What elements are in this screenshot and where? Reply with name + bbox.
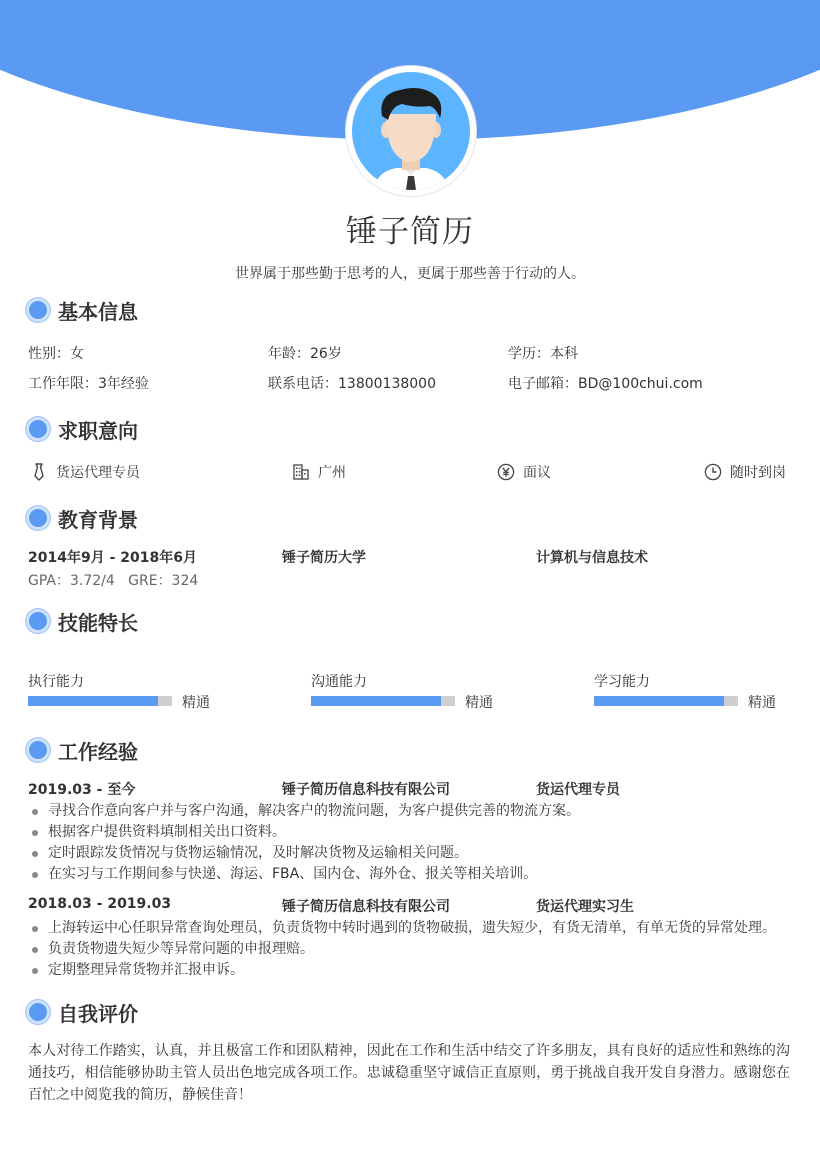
skill-bar-fill (311, 696, 441, 706)
phone-field: 联系电话：13800138000 (268, 376, 436, 392)
skill-bar (28, 696, 172, 706)
intent-city (292, 462, 346, 482)
building-icon (292, 463, 310, 481)
skill-bar (594, 696, 738, 706)
gender-field: 性别：女 (28, 346, 84, 362)
section-self-evaluation (26, 999, 138, 1025)
avatar-illustration (352, 72, 470, 190)
avatar (352, 72, 470, 190)
list-item: 在实习与工作期间参与快递、海运、FBA、国内仓、海外仓、报关等相关培训。 (30, 864, 580, 885)
resume-motto: 世界属于那些勤于思考的人，更属于那些善于行动的人。 (235, 266, 585, 282)
section-dot-icon (26, 609, 50, 633)
skill-bar-fill (594, 696, 724, 706)
list-item: 寻找合作意向客户并与客户沟通，解决客户的物流问题，为客户提供完善的物流方案。 (30, 801, 580, 822)
work-years-field: 工作年限：3年经验 (28, 376, 149, 392)
section-education (26, 505, 138, 531)
section-dot-icon (26, 1000, 50, 1024)
yen-icon (497, 463, 515, 481)
list-item: 负责货物遗失短少等异常问题的申报理赔。 (30, 939, 776, 960)
section-work-experience (26, 737, 138, 763)
intent-availability-label: 随时到岗 (730, 465, 786, 481)
skill-level: 精通 (182, 695, 210, 711)
section-dot-icon (26, 738, 50, 762)
section-job-intent (26, 416, 138, 442)
skill-bar (311, 696, 455, 706)
skill-level: 精通 (465, 695, 493, 711)
section-basic-info (26, 297, 138, 323)
tie-icon (30, 463, 48, 481)
education-major: 计算机与信息技术 (536, 550, 648, 566)
intent-availability (704, 462, 786, 482)
work-title: 货运代理专员 (536, 782, 620, 798)
email-field: 电子邮箱：BD@100chui.com (508, 376, 703, 392)
skill-name: 执行能力 (28, 674, 84, 690)
intent-city-label: 广州 (318, 465, 346, 481)
list-item: 定时跟踪发货情况与货物运输情况，及时解决货物及运输相关问题。 (30, 843, 580, 864)
work-period: 2019.03 - 至今 (28, 782, 136, 798)
work-title: 货运代理实习生 (536, 899, 634, 915)
intent-salary-label: 面议 (523, 465, 551, 481)
work-company: 锤子简历信息科技有限公司 (282, 782, 450, 798)
resume-name: 锤子简历 (346, 214, 474, 250)
section-dot-icon (26, 417, 50, 441)
work-period: 2018.03 - 2019.03 (28, 896, 172, 912)
section-title: 教育背景 (58, 507, 138, 532)
section-skills (26, 608, 138, 634)
section-title: 工作经验 (58, 739, 138, 764)
intent-position (30, 462, 140, 482)
skill-name: 沟通能力 (311, 674, 367, 690)
section-title: 技能特长 (58, 610, 138, 635)
self-evaluation-text: 本人对待工作踏实，认真，并且极富工作和团队精神，因此在工作和生活中结交了许多朋友，具有良好的适应性和熟练的沟通技巧，相信能够协助主管人员出色地完成各项工作。忠诚稳重坚守诚信正直原则，勇于挑战自我开发自身潜力。感谢您在百忙之中阅览我的简历，静候佳音！ (28, 1043, 790, 1103)
list-item: 定期整理异常货物并汇报申诉。 (30, 960, 776, 981)
section-title: 基本信息 (58, 299, 138, 324)
skill-level: 精通 (748, 695, 776, 711)
intent-position-label: 货运代理专员 (56, 465, 140, 481)
clock-icon (704, 463, 722, 481)
degree-field: 学历：本科 (508, 346, 578, 362)
education-period: 2014年9月 - 2018年6月 (28, 550, 197, 566)
skill-name: 学习能力 (594, 674, 650, 690)
work-duty-list (30, 801, 580, 885)
age-field: 年龄：26岁 (268, 346, 342, 362)
section-dot-icon (26, 506, 50, 530)
section-title: 求职意向 (58, 418, 138, 443)
education-school: 锤子简历大学 (282, 550, 366, 566)
list-item: 根据客户提供资料填制相关出口资料。 (30, 822, 580, 843)
work-company: 锤子简历信息科技有限公司 (282, 899, 450, 915)
avatar-frame (346, 66, 476, 196)
section-title: 自我评价 (58, 1001, 138, 1026)
skill-bar-fill (28, 696, 158, 706)
education-scores: GPA：3.72/4 GRE：324 (28, 573, 199, 589)
intent-salary (497, 462, 551, 482)
section-dot-icon (26, 298, 50, 322)
list-item: 上海转运中心任职异常查询处理员，负责货物中转时遇到的货物破损，遗失短少，有货无清单，有单无货的异常处理。 (30, 918, 776, 939)
work-duty-list (30, 918, 776, 981)
